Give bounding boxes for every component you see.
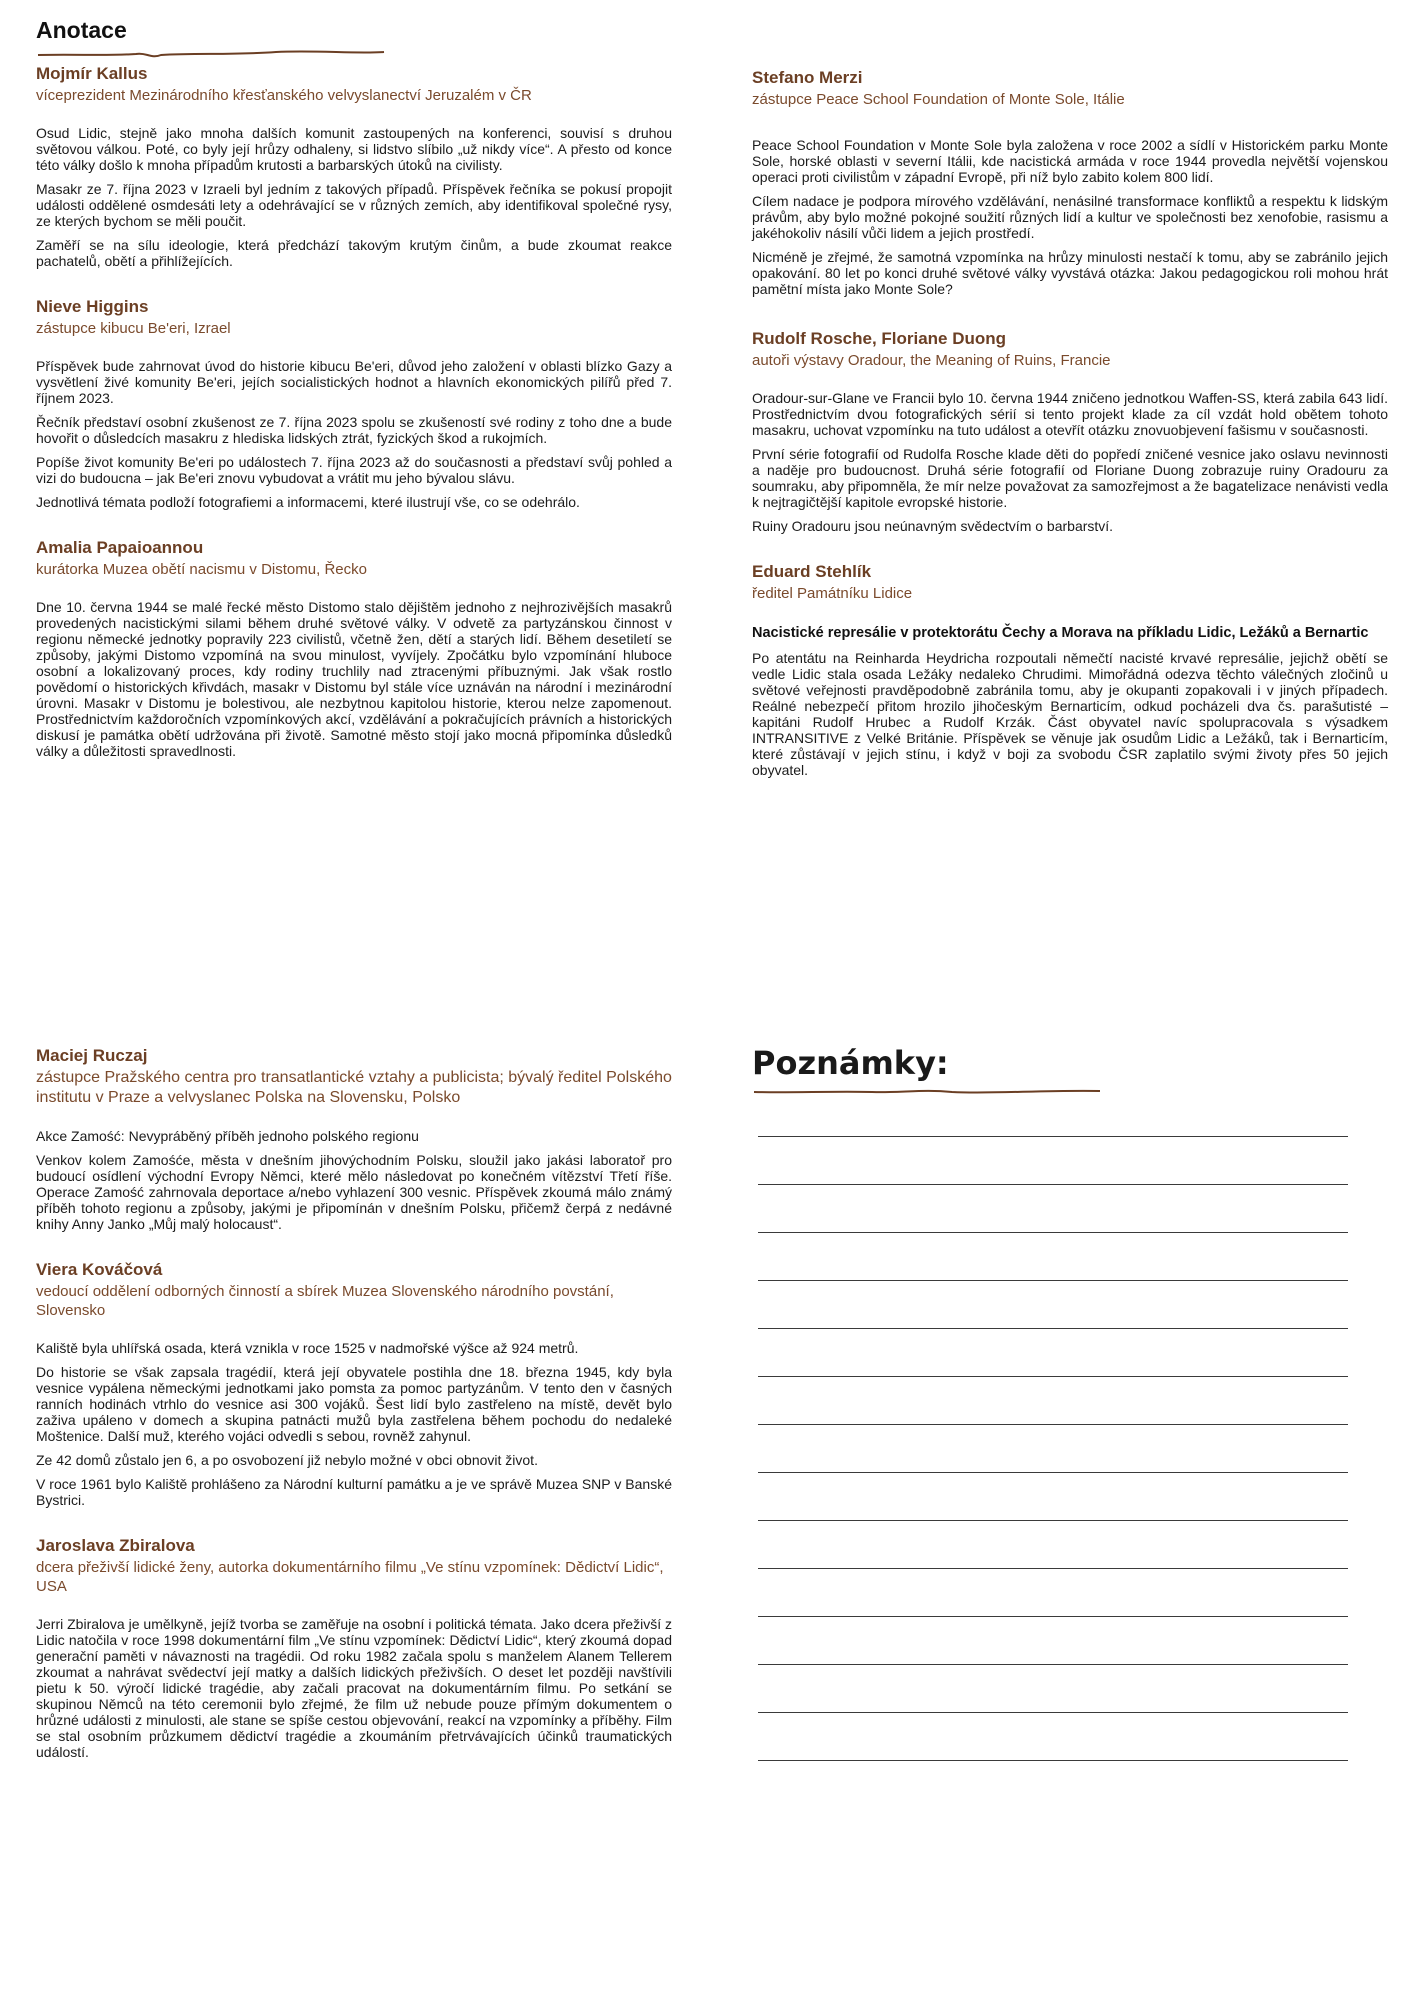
speaker-role: kurátorka Muzea obětí nacismu v Distomu, Řecko bbox=[36, 561, 367, 578]
speaker-name: Mojmír Kallus bbox=[36, 64, 148, 83]
note-line[interactable] bbox=[758, 1328, 1348, 1329]
paragraph: První série fotografií od Rudolfa Rosche klade děti do popředí zničené vesnice jako oslavu nevinnosti a naděje pro budoucnost. Druhá série fotografií od Floriane Duong zobrazuje ruiny Oradouru za soumraku, aby připomněla, že mír nelze považovat za samozřejmost a že bagatelizace nenávisti vedla k nejtragičtější kapitole evropské historie. bbox=[752, 446, 1388, 510]
abstract-text bbox=[36, 1128, 672, 1232]
speaker-name: Viera Kováčová bbox=[36, 1260, 163, 1279]
speaker-kovacova bbox=[36, 1260, 672, 1508]
abstract-text bbox=[36, 599, 672, 759]
note-line[interactable] bbox=[758, 1376, 1348, 1377]
speaker-role: dcera přeživší lidické ženy, autorka dokumentárního filmu „Ve stínu vzpomínek: Dědictví Lidic“, USA bbox=[36, 1559, 664, 1595]
note-line[interactable] bbox=[758, 1568, 1348, 1569]
speaker-role: zástupce Peace School Foundation of Monte Sole, Itálie bbox=[752, 91, 1125, 108]
paragraph: V roce 1961 bylo Kaliště prohlášeno za Národní kulturní památku a je ve správě Muzea SNP v Banské Bystrici. bbox=[36, 1476, 672, 1508]
column-bottom-left bbox=[36, 1046, 672, 1788]
paragraph: Jerri Zbiralova je umělkyně, jejíž tvorba se zaměřuje na osobní i politická témata. Jako dcera přeživší z Lidic natočila v roce 1998 dokumentární film „Ve stínu vzpomínek: Dědictví Lidic“, který zkoumá dopad generační paměti v návaznosti na tragédii. Od roku 1982 začala spolu s manželem Alanem Tellerem zkoumat a nahrávat svědectví její matky a dalších lidických přeživších. O deset let později navštívili pietu k 50. výročí lidické tragédie, aby začali pracovat na dokumentárním filmu. Po setkání se skupinou Němců na této ceremonii bylo zřejmé, že film už nebude pouze přímým dokumentem o hrůzné události z minulosti, ale stane se spíše cestou objevování, reakcí na vzpomínky a příběhy. Film se stal osobním průzkumem dědictví tragédie a zkoumáním přetrvávajících účinků traumatických událostí. bbox=[36, 1616, 672, 1760]
paragraph: Ze 42 domů zůstalo jen 6, a po osvobození již nebylo možné v obci obnovit život. bbox=[36, 1452, 538, 1468]
paragraph: Do historie se však zapsala tragédií, která její obyvatele postihla dne 18. března 1945, kdy byla vesnice vypálena německými jednotkami jako pomsta za pomoc partyzánům. V tento den v časných ranních hodinách vtrhlo do vesnice asi 300 vojáků. Šest lidí bylo zastřeleno na místě, devět bylo zaživa upáleno v domech a skupina patnácti mužů byla zastřelena během pochodu do nedaleké Moštenice. Další muž, kterého vojáci odvedli s sebou, rovněž zahynul. bbox=[36, 1364, 672, 1444]
speaker-name: Eduard Stehlík bbox=[752, 562, 872, 581]
column-top-left bbox=[36, 16, 672, 787]
paragraph: Zaměří se na sílu ideologie, která předchází takovým krutým činům, a bude zkoumat reakce pachatelů, obětí a přihlížejících. bbox=[36, 237, 672, 269]
paragraph: Akce Zamość: Nevypráběný příběh jednoho polského regionu bbox=[36, 1128, 419, 1144]
paragraph: Nicméně je zřejmé, že samotná vzpomínka na hrůzy minulosti nestačí k tomu, aby se zabránilo jejich opakování. 80 let po konci druhé světové války vyvstává otázka: Jakou pedagogickou roli mohou hrát pamětní místa jako Monte Sole? bbox=[752, 249, 1388, 297]
paragraph: Peace School Foundation v Monte Sole byla založena v roce 2002 a sídlí v Historickém parku Monte Sole, horské oblasti v severní Itálii, kde nacistická armáda v roce 1944 provedla největší vojenskou operaci proti civilistům v západní Evropě, při níž bylo zabito kolem 800 lidí. bbox=[752, 137, 1388, 185]
brush-stroke-divider bbox=[752, 1086, 1102, 1098]
paragraph: Kaliště byla uhlířská osada, která vznikla v roce 1525 v nadmořské výšce až 924 metrů. bbox=[36, 1340, 579, 1356]
speaker-role: ředitel Památníku Lidice bbox=[752, 585, 913, 602]
speaker-merzi bbox=[752, 68, 1388, 297]
speaker-role: vedoucí oddělení odborných činností a sbírek Muzea Slovenského národního povstání, Slovensko bbox=[36, 1283, 614, 1319]
note-line[interactable] bbox=[758, 1472, 1348, 1473]
speaker-role: zástupce kibucu Be'eri, Izrael bbox=[36, 320, 231, 337]
paragraph: Popíše život komunity Be'eri po událostech 7. října 2023 až do současnosti a představí svůj pohled a vizi do budoucna – jak Be'eri znovu vybudovat a vrátit mu jeho bývalou slávu. bbox=[36, 454, 672, 486]
speaker-zbiralova bbox=[36, 1536, 672, 1760]
abstract-text bbox=[36, 125, 672, 269]
annotations-title: Anotace bbox=[36, 17, 127, 43]
paragraph: Cílem nadace je podpora mírového vzdělávání, nenásilné transformace konfliktů a respektu k lidským právům, aby bylo možné pokojné soužití různých lidí a kultur ve společnosti bez xenofobie, rasismu a jakéhokoliv násilí vůči lidem a jejich prostředí. bbox=[752, 193, 1388, 241]
note-line[interactable] bbox=[758, 1712, 1348, 1713]
note-line[interactable] bbox=[758, 1232, 1348, 1233]
paragraph: Řečník představí osobní zkušenost ze 7. října 2023 spolu se zkušeností své rodiny z toho dne a bude hovořit o důsledcích masakru z hlediska lidských ztrát, fyzických škod a rukojmích. bbox=[36, 414, 672, 446]
speaker-kallus bbox=[36, 64, 672, 269]
paragraph: Masakr ze 7. října 2023 v Izraeli byl jedním z takových případů. Příspěvek řečníka se pokusí propojit události oddělené osmdesáti lety a odehrávající se v různých zemích, aby identifikoval společné rysy, ze kterých bychom se měli poučit. bbox=[36, 181, 672, 229]
notes-section bbox=[752, 1044, 1352, 1808]
abstract-text bbox=[36, 1616, 672, 1760]
talk-title: Nacistické represálie v protektorátu Čechy a Morava na příkladu Lidic, Ležáků a Bernartic bbox=[752, 625, 1369, 641]
speaker-papaioannou bbox=[36, 538, 672, 759]
abstract-text bbox=[752, 137, 1388, 297]
note-line[interactable] bbox=[758, 1184, 1348, 1185]
paragraph: Oradour-sur-Glane ve Francii bylo 10. června 1944 zničeno jednotkou Waffen-SS, která zabila 643 lidí. Prostřednictvím dvou fotografických sérií si tento projekt klade za cíl vzdát hold obětem tohoto masakru, uchovat vzpomínku na tuto událost a otevřít otázku znovuobjevení fašismu v současnosti. bbox=[752, 390, 1388, 438]
speaker-role: víceprezident Mezinárodního křesťanského velvyslanectví Jeruzalém v ČR bbox=[36, 87, 532, 104]
paragraph: Po atentátu na Reinharda Heydricha rozpoutali němečtí nacisté krvavé represálie, jejichž obětí se vedle Lidic stala osada Ležáky nedaleko Chrudimi. Mimořádná odezva těchto válečných zločinů u světové veřejnosti pravděpodobně zabránila tomu, aby je okupanti zopakovali i v jiných případech. Reálné nebezpečí přitom hrozilo jihočeským Bernarticím, odkud pocházeli dva čs. parašutisté – kapitáni Rudolf Hrubec a Rudolf Krzák. Část obyvatel navíc spolupracovala s výsadkem INTRANSITIVE z Velké Británie. Příspěvek se věnuje jak osudům Lidic a Ležáků, tak i Bernarticím, které zůstávají v jejich stínu, i když v boji za svobodu ČSR zaplatilo svými životy přes 50 jejich obyvatel. bbox=[752, 650, 1388, 778]
paragraph: Jednotlivá témata podloží fotografiemi a informacemi, které ilustrují vše, co se odehrálo. bbox=[36, 494, 580, 510]
speaker-role: zástupce Pražského centra pro transatlantické vztahy a publicista; bývalý ředitel Polského institutu v Praze a velvyslanec Polska na Slovensku, Polsko bbox=[36, 1069, 672, 1106]
paragraph: Osud Lidic, stejně jako mnoha dalších komunit zastoupených na konferenci, souvisí s druhou světovou válkou. Poté, co byly její hrůzy odhaleny, si lidstvo slíbilo „už nikdy více“. A přesto od konce této války došlo k mnoha případům krutosti a barbarských útoků na civilisty. bbox=[36, 125, 672, 173]
speaker-name: Rudolf Rosche, Floriane Duong bbox=[752, 329, 1007, 348]
speaker-higgins bbox=[36, 297, 672, 510]
note-line[interactable] bbox=[758, 1280, 1348, 1281]
abstract-text bbox=[752, 390, 1388, 534]
paragraph: Venkov kolem Zamośće, města v dnešním jihovýchodním Polsku, sloužil jako jakási laboratoř pro budoucí osídlení východní Evropy Němci, které mělo následovat po konečném vítězství Třetí říše. Operace Zamość zahrnovala deportace a/nebo vyhlazení 300 vesnic. Příspěvek zkoumá málo známý příběh tohoto regionu a způsoby, jakými je připomínán v dnešním Polsku, přičemž čerpá z nedávné knihy Anny Janko „Můj malý holocaust“. bbox=[36, 1152, 672, 1232]
paragraph: Příspěvek bude zahrnovat úvod do historie kibucu Be'eri, důvod jeho založení v oblasti blízko Gazy a vysvětlení živé komunity Be'eri, jejích socialistických hodnot a hlavních ekonomických pilířů před 7. říjnem 2023. bbox=[36, 358, 672, 406]
notes-title: Poznámky: bbox=[752, 1044, 949, 1082]
brush-stroke-divider bbox=[36, 48, 386, 60]
speaker-rosche-duong bbox=[752, 329, 1388, 534]
abstract-text bbox=[752, 650, 1388, 778]
speaker-name: Amalia Papaioannou bbox=[36, 538, 204, 557]
speaker-role: autoři výstavy Oradour, the Meaning of Ruins, Francie bbox=[752, 352, 1111, 369]
paragraph: Dne 10. června 1944 se malé řecké město Distomo stalo dějištěm jednoho z nejhrozivějších masakrů provedených nacistickými silami během druhé světové války. V odvetě za partyzánskou činnost v regionu německé jednotky popravily 223 civilistů, včetně žen, dětí a starých lidí. Během desetiletí se způsoby, jakými Distomo vzpomíná na svou minulost, vyvíjely. Zpočátku bylo vzpomínání hluboce osobní a lokalizovaný proces, kdy rodiny truchlily nad ztracenými příbuznými. Jak však rostlo povědomí o historických křivdách, masakr v Distomu byl stále více uznáván na národní i mezinárodní úrovni. Masakr v Distomu je bolestivou, ale nezbytnou kapitolou historie, kterou nelze zapomenout. Prostřednictvím každoročních vzpomínkových akcí, vzdělávání a pokračujících právních a historických diskusí je památka obětí udržována při životě. Samotné město stojí jako mocná připomínka důsledků války a důležitosti spravedlnosti. bbox=[36, 599, 672, 759]
speaker-name: Jaroslava Zbiralova bbox=[36, 1536, 195, 1555]
notes-lines[interactable] bbox=[758, 1136, 1352, 1761]
speaker-name: Nieve Higgins bbox=[36, 297, 149, 316]
speaker-name: Stefano Merzi bbox=[752, 68, 863, 87]
speaker-name: Maciej Ruczaj bbox=[36, 1046, 148, 1065]
speaker-ruczaj bbox=[36, 1046, 672, 1232]
note-line[interactable] bbox=[758, 1136, 1348, 1137]
column-top-right bbox=[752, 68, 1388, 806]
note-line[interactable] bbox=[758, 1424, 1348, 1425]
paragraph: Ruiny Oradouru jsou neúnavným svědectvím o barbarství. bbox=[752, 518, 1114, 534]
note-line[interactable] bbox=[758, 1760, 1348, 1761]
note-line[interactable] bbox=[758, 1616, 1348, 1617]
note-line[interactable] bbox=[758, 1520, 1348, 1521]
note-line[interactable] bbox=[758, 1664, 1348, 1665]
abstract-text bbox=[36, 358, 672, 510]
abstract-text bbox=[36, 1340, 672, 1508]
speaker-stehlik bbox=[752, 562, 1388, 778]
